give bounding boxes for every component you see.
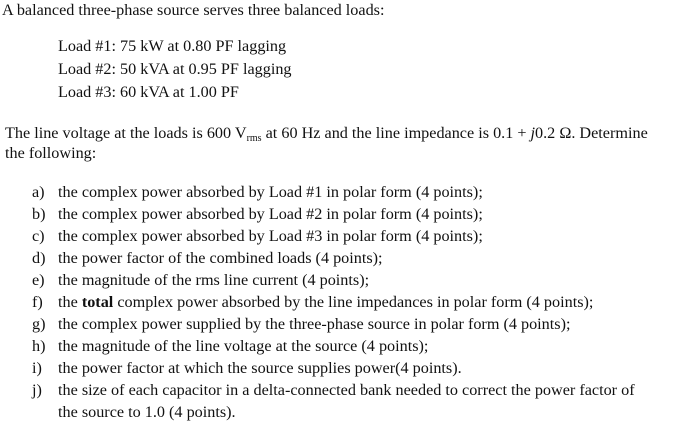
load-3: Load #3: 60 kVA at 1.00 PF (58, 83, 239, 101)
item-letter: d) (32, 249, 46, 267)
item-letter: g) (32, 315, 46, 333)
imaginary-unit: j (530, 124, 536, 142)
rms-subscript: rms (246, 133, 262, 144)
item-text-continued: the source to 1.0 (4 points). (58, 403, 236, 421)
paragraph-part-2: at 60 Hz and the line impedance is 0.1 + (261, 124, 531, 142)
paragraph-part-3: 0.2 Ω. Determine (535, 124, 648, 142)
item-text (58, 294, 593, 310)
item-letter: b) (32, 205, 46, 223)
item-letter: c) (32, 227, 45, 245)
item-text-bold: total (81, 293, 114, 311)
item-letter: a) (32, 183, 45, 201)
item-text-post: complex power absorbed by the line impedances in polar form (4 points); (113, 293, 594, 311)
item-text: the complex power absorbed by Load #2 in polar form (4 points); (58, 205, 483, 223)
item-text: the magnitude of the line voltage at the source (4 points); (58, 337, 429, 355)
load-1: Load #1: 75 kW at 0.80 PF lagging (58, 37, 287, 55)
item-letter: e) (32, 271, 45, 289)
intro-sentence: A balanced three-phase source serves three balanced loads: (2, 1, 385, 19)
item-letter: f) (32, 293, 43, 311)
item-letter: i) (32, 359, 42, 377)
paragraph-part-1: The line voltage at the loads is 600 V (5, 124, 247, 142)
problem-paragraph-line-1 (5, 124, 648, 144)
item-text: the power factor of the combined loads (4 points); (58, 249, 383, 267)
item-text: the power factor at which the source supplies power(4 points). (58, 359, 462, 377)
item-text: the complex power absorbed by Load #3 in polar form (4 points); (58, 227, 483, 245)
item-text: the complex power absorbed by Load #1 in polar form (4 points); (58, 183, 483, 201)
item-text: the complex power supplied by the three-phase source in polar form (4 points); (58, 315, 571, 333)
item-letter: h) (32, 337, 46, 355)
item-text: the size of each capacitor in a delta-connected bank needed to correct the power factor of (58, 381, 635, 399)
problem-paragraph-line-2: the following: (5, 144, 97, 162)
load-2: Load #2: 50 kVA at 0.95 PF lagging (58, 60, 292, 78)
item-text: the magnitude of the rms line current (4 points); (58, 271, 370, 289)
item-letter: j) (32, 381, 42, 399)
item-text-pre: the (58, 293, 82, 311)
